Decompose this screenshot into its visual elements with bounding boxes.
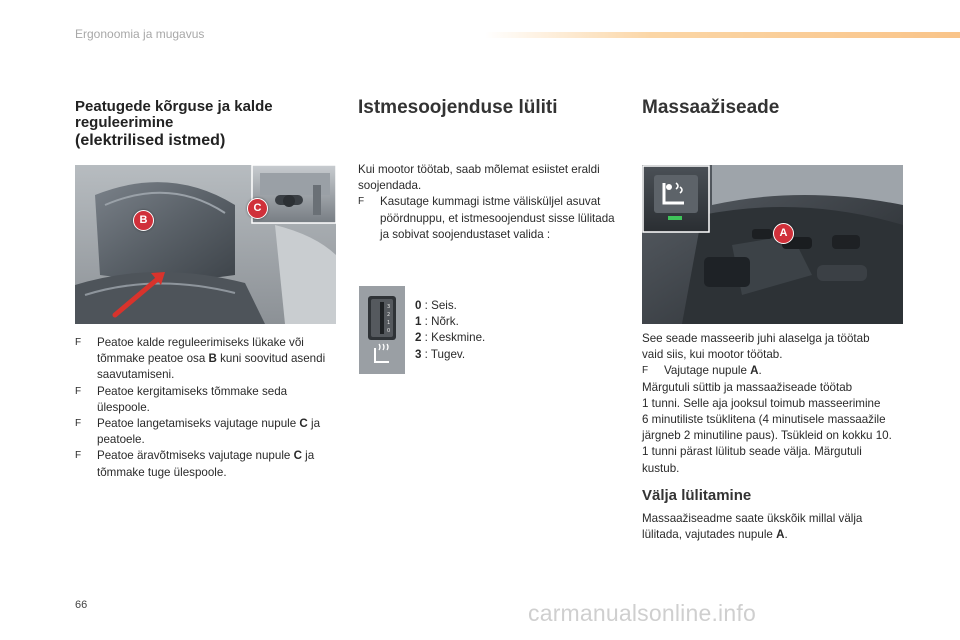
heating-level-0: 0 : Seis. [415,299,457,312]
massage-image [642,165,903,324]
header-accent-bar [485,32,960,38]
headrest-bullet-4: F Peatoe äravõtmiseks vajutage nupule C ja tõmmake tuge ülespoole. [75,449,315,479]
svg-text:2: 2 [387,312,391,318]
headrest-bullet-1: F Peatoe kalde reguleerimiseks lükake või tõmmake peatoe osa B kuni soovitud asendi saavutamiseni. [75,336,326,382]
headrest-title-line2: reguleerimine [75,114,174,131]
switch-off-subtitle: Välja lülitamine [642,487,752,504]
seat-heating-title: Istmesoojenduse lüliti [358,97,558,118]
callout-a: A [773,223,794,244]
watermark: carmanualsonline.info [528,600,756,626]
headrest-image [75,165,336,324]
svg-text:3: 3 [387,304,391,310]
massage-illustration [642,165,903,324]
section-label: Ergonoomia ja mugavus [75,27,205,41]
massage-intro: See seade masseerib juhi alaselga ja töötab vaid siis, kui mootor töötab. [642,332,870,362]
seat-heating-intro: Kui mootor töötab, saab mõlemat esiistet eraldi soojendada. [358,163,600,193]
massage-text [642,331,922,477]
headrest-illustration [75,165,336,324]
svg-text:0: 0 [387,328,391,334]
heating-dial-image [359,286,405,374]
bullet-mark: F [642,365,649,377]
heating-level-2: 2 : Keskmine. [415,331,486,345]
callout-c: C [247,198,268,219]
bullet-mark: F [358,196,365,208]
massage-bullet: F Vajutage nupule A. [642,363,922,379]
bullet-mark: F [75,450,82,462]
massage-title: Massaažiseade [642,97,780,118]
heating-level-3: 3 : Tugev. [415,347,466,361]
seat-heating-bullet: F Kasutage kummagi istme välisküljel asuvat pöördnuppu, et istmesoojendust sisse lülitada ja sobivat soojendustaset valida : [358,195,615,241]
headrest-title-line3: (elektrilised istmed) [75,132,226,149]
heating-level-1: 1 : Nõrk. [415,315,459,329]
bullet-mark: F [75,418,82,430]
heating-dial-illustration [359,286,405,374]
switch-off-text: Massaažiseadme saate ükskõik millal välja lülitada, vajutades nupule A. [642,512,863,542]
headrest-bullet-3: F Peatoe langetamiseks vajutage nupule C ja peatoele. [75,417,321,447]
headrest-title [75,99,335,149]
massage-description: Märgutuli süttib ja massaažiseade töötab 1 tunni. Selle aja jooksul toimub masseerimine 6 minutiliste tsüklitena (4 minutisele massaažile järgneb 2 minutiline paus). Tsükleid on kokku 10. 1 tunni pärast lülitub seade välja. Märgutuli kustub. [642,380,892,475]
heating-levels [415,298,485,363]
page-number: 66 [75,599,88,611]
svg-text:1: 1 [387,320,391,326]
bullet-mark: F [75,337,82,348]
headrest-bullet-2: F Peatoe kergitamiseks tõmmake seda ülespoole. [75,384,288,414]
headrest-instructions [75,335,340,481]
bullet-mark: F [75,385,82,397]
seat-heating-text [358,162,620,243]
callout-b: B [133,210,154,231]
headrest-title-line1: Peatugede kõrguse ja kalde [75,98,273,115]
